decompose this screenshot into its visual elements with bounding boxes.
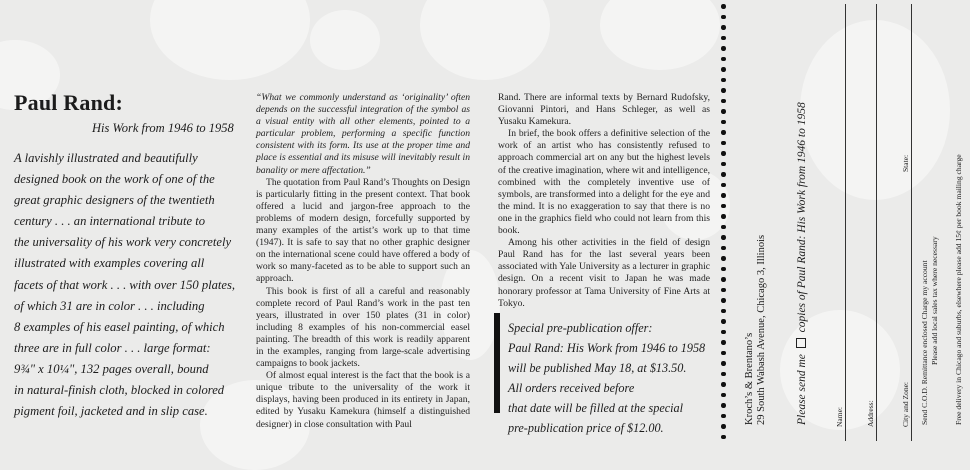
blurb-line: 8 examples of his easel painting, of which: [14, 319, 225, 334]
perforation-dot: [721, 214, 726, 219]
perforation-dot: [721, 382, 726, 387]
perforation-dot: [721, 361, 726, 366]
order-request: [796, 102, 808, 425]
offer-line: pre-publication price of $12.00.: [508, 421, 664, 435]
perforation-dot: [721, 183, 726, 188]
book-subtitle: His Work from 1946 to 1958: [92, 121, 234, 135]
payment-options: [920, 236, 939, 425]
perforation-dot: [721, 15, 726, 20]
perforation-dot: [721, 319, 726, 324]
offer-line: that date will be filled at the special: [508, 401, 683, 415]
payment-line[interactable]: Send C.O.D. Remittance enclosed Charge my account: [920, 260, 929, 425]
copies-checkbox[interactable]: [796, 338, 806, 348]
perforation-dot: [721, 225, 726, 230]
blurb-line: century . . . an international tribute to: [14, 214, 205, 229]
article-paragraph: In brief, the book offers a definitive selection of the work of an artist who has consistently refused to approach commercial art on any but the highest levels of the creative imagination, where wit and intelligence, combined with the completely inventive use of symbols, are transformed into a delight for the eye and the mind. It is no exaggeration to say that there is no one in the graphics field who could not learn from this book.: [498, 128, 710, 237]
offer-line: Special pre-publication offer:: [508, 321, 653, 335]
perforation-dot: [721, 330, 726, 335]
background-shape: [800, 20, 950, 200]
perforation-dot: [721, 120, 726, 125]
perforation-dot: [721, 25, 726, 30]
perforation-dot: [721, 130, 726, 135]
perforation-dot: [721, 298, 726, 303]
perforation-dot: [721, 204, 726, 209]
article-text: [498, 92, 710, 310]
city-label: City and Zone:: [901, 382, 910, 427]
perforation-dot: [721, 67, 726, 72]
article-paragraph: The quotation from Paul Rand’s Thoughts on Design is particularly fitting in the present context. That book offered a lucid and jargon-free approach to the problems of modern design, forcefully supported by many examples of the artist’s work up to that time (1947). It is safe to say that no other graphic designer on the international scene could have offered a body of work so many-faceted as to be able to support such an approach.: [256, 176, 470, 285]
perforation-dot: [721, 424, 726, 429]
blurb-line: great graphic designers of the twentieth: [14, 193, 215, 208]
perforation-dot: [721, 57, 726, 62]
prepublication-offer: [508, 318, 708, 438]
offer-accent-bar: [494, 313, 500, 413]
name-field[interactable]: [845, 4, 846, 441]
perforation-dot: [721, 4, 726, 9]
city-field[interactable]: [911, 4, 912, 441]
blurb-line: 9¾" x 10¼", 132 pages overall, bound: [14, 361, 209, 376]
perforation-dot: [721, 435, 726, 440]
rand-quote: “What we commonly understand as ‘originality’ often depends on the successful integration of the symbol as a visual entity with all other elements, pointed to a particular problem, performing a specific function consistent with its form. Its use at the proper time and place is essential and its misuse will inevitably result in banality or mere affectation.”: [256, 92, 470, 176]
blurb-line: pigment foil, jacketed and in slip case.: [14, 404, 208, 419]
perforation-dot: [721, 88, 726, 93]
article-text: [256, 92, 470, 431]
perforation-dot: [721, 193, 726, 198]
address-field[interactable]: [876, 4, 877, 441]
perforation-dot: [721, 393, 726, 398]
name-label: Name:: [835, 407, 844, 427]
blurb-line: the universality of his work very concretely: [14, 235, 232, 250]
perforation-dot: [721, 109, 726, 114]
book-title: Paul Rand:: [14, 90, 123, 115]
blurb-line: in natural-finish cloth, blocked in colored: [14, 383, 225, 398]
perforation-dot: [721, 151, 726, 156]
book-blurb: [14, 148, 236, 422]
blurb-line: A lavishly illustrated and beautifully: [14, 151, 198, 165]
perforation-dot: [721, 403, 726, 408]
perforation-dot: [721, 172, 726, 177]
perforation-dot: [721, 340, 726, 345]
order-suffix: copies of Paul Rand: His Work from 1946 to 1958: [796, 102, 808, 333]
state-label: State:: [901, 154, 910, 172]
perforation-dot: [721, 162, 726, 167]
perforation-dot: [721, 414, 726, 419]
perforation-dot: [721, 99, 726, 104]
article-paragraph: Of almost equal interest is the fact that the book is a unique tribute to the universality of the work it displays, having been produced in its entirety in Japan, edited by Yusaku Kamekura (himself a distinguished designer) in close consultation with Paul: [256, 370, 470, 430]
blurb-line: of which 31 are in color . . . including: [14, 298, 205, 313]
store-address: 29 South Wabash Avenue, Chicago 3, Illinois: [756, 234, 767, 425]
order-prefix: Please send me: [796, 354, 808, 425]
tax-note: Please add local sales tax where necessary: [929, 236, 939, 365]
blurb-line: facets of that work . . . with over 150 plates,: [14, 277, 236, 292]
perforation-dot: [721, 235, 726, 240]
blurb-line: three are in full color . . . large format:: [14, 340, 211, 355]
perforation-dot: [721, 246, 726, 251]
article-paragraph: Among his other activities in the field of design Paul Rand has for the last several years been associated with Yale University as a lecturer in graphic design. On a recent visit to Japan he was made honorary professor at Tama University of Fine Arts at Tokyo.: [498, 237, 710, 309]
perforation-dot: [721, 351, 726, 356]
article-column-1: [250, 0, 475, 445]
address-label: Address:: [866, 400, 875, 427]
perforation-dot: [721, 277, 726, 282]
blurb-line: illustrated with examples covering all: [14, 256, 205, 271]
intro-panel: [0, 0, 238, 445]
perforation-dot: [721, 267, 726, 272]
blurb-line: designed book on the work of one of the: [14, 172, 215, 187]
perforation-dot: [721, 372, 726, 377]
store-name: Kroch’s & Brentano’s: [744, 332, 755, 425]
perforation-dot: [721, 256, 726, 261]
article-paragraph: This book is first of all a careful and reasonably complete record of Paul Rand’s work in the past ten years, illustrated in over 150 plates (31 in color) including 8 examples of his non-commercial easel painting. The breadth of this work is readily apparent in the examples, ranging from large-scale advertising campaigns to book jackets.: [256, 285, 470, 370]
perforation-dot: [721, 78, 726, 83]
perforation-dot: [721, 141, 726, 146]
perforation-dot: [721, 36, 726, 41]
offer-line: will be published May 18, at $13.50.: [508, 361, 687, 375]
perforation-dot: [721, 46, 726, 51]
article-paragraph: Rand. There are informal texts by Bernard Rudofsky, Giovanni Pintori, and Hans Schleger, as well as Yusaku Kamekura.: [498, 92, 710, 128]
store-info: [744, 235, 768, 425]
perforation-dot: [721, 309, 726, 314]
perforation-line[interactable]: [721, 2, 727, 443]
perforation-dot: [721, 288, 726, 293]
offer-line: Paul Rand: His Work from 1946 to 1958: [508, 341, 706, 355]
delivery-note: Free delivery in Chicago and suburbs, elsewhere please add 15¢ per book mailing charge: [954, 154, 963, 425]
offer-line: All orders received before: [508, 381, 635, 395]
